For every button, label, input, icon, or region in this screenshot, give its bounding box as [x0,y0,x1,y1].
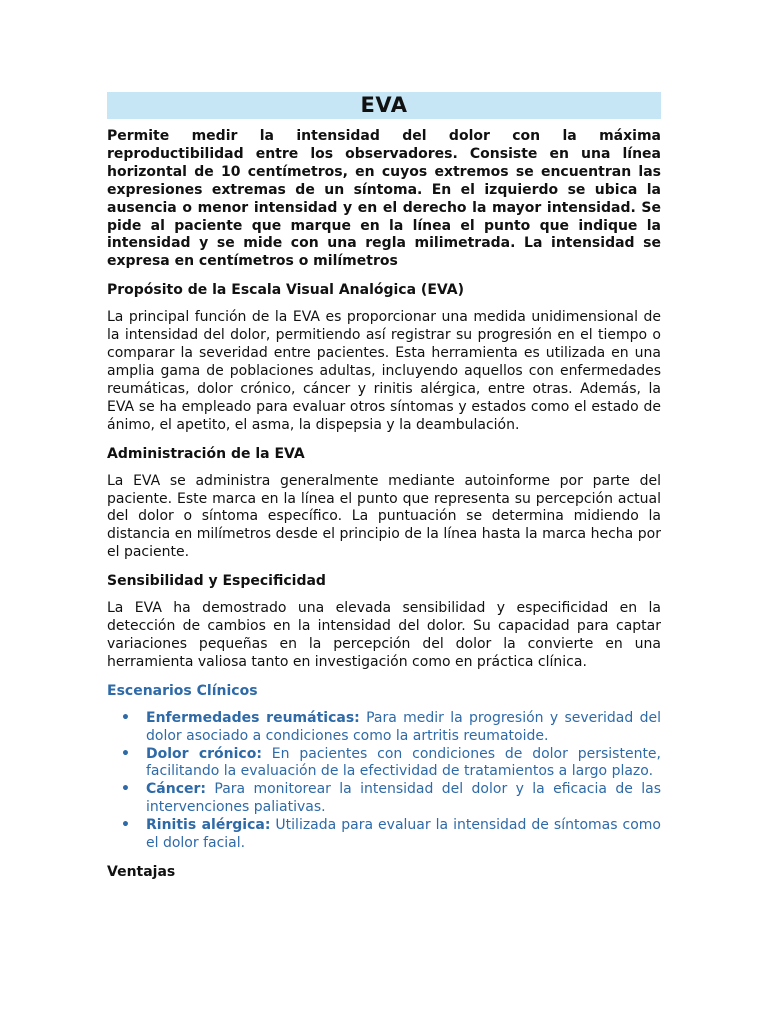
list-item-term: Enfermedades reumáticas: [146,709,360,726]
list-item-text: En pacientes con condiciones de dolor persistente, facilitando la evaluación de la efectividad de tratamientos a largo plazo. [146,745,661,780]
bullet-icon: • [121,817,130,834]
intro-paragraph: Permite medir la intensidad del dolor con la máxima reproductibilidad entre los observadores. Consiste en una línea horizontal de 10 centímetros, en cuyos extremos se encuentran las expresiones extremas de un síntoma. En el izquierdo se ubica la ausencia o menor intensidad y en el derecho la mayor intensidad. Se pide al paciente que marque en la línea el punto que indique la intensidad y se mide con una regla milimetrada. La intensidad se expresa en centímetros o milímetros [107,128,661,270]
section-heading-sensibilidad: Sensibilidad y Especificidad [107,573,326,590]
section-text-proposito: La principal función de la EVA es proporcionar una medida unidimensional de la intensidad del dolor, permitiendo así registrar su progresión en el tiempo o comparar la severidad entre pacientes. Esta herramienta es utilizada en una amplia gama de poblaciones adultas, incluyendo aquellos con enfermedades reumáticas, dolor crónico, cáncer y rinitis alérgica, entre otras. Además, la EVA se ha empleado para evaluar otros síntomas y estados como el estado de ánimo, el apetito, el asma, la dispepsia y la deambulación. [107,309,661,433]
list-item-text: Para medir la progresión y severidad del dolor asociado a condiciones como la artritis reumatoide. [146,709,661,744]
list-item-term: Dolor crónico: [146,745,262,762]
list-item [107,817,661,853]
section-text-sensibilidad: La EVA ha demostrado una elevada sensibilidad y especificidad en la detección de cambios en la intensidad del dolor. Su capacidad para captar variaciones pequeñas en la percepción del dolor la convierte en una herramienta valiosa tanto en investigación como en práctica clínica. [107,600,661,670]
bullet-icon: • [121,745,130,762]
section-text-administracion: La EVA se administra generalmente mediante autoinforme por parte del paciente. Este marca en la línea el punto que representa su percepción actual del dolor o síntoma específico. La puntuación se determina midiendo la distancia en milímetros desde el principio de la línea hasta la marca hecha por el paciente. [107,472,661,561]
list-item [107,710,661,746]
list-item [107,746,661,782]
section-heading-ventajas: Ventajas [107,864,176,880]
bullet-icon: • [121,709,130,726]
section-heading-escenarios: Escenarios Clínicos [107,682,258,699]
section-heading-administracion: Administración de la EVA [107,445,305,462]
bullet-icon: • [121,781,130,798]
list-item-text: Utilizada para evaluar la intensidad de síntomas como el dolor facial. [146,817,662,852]
list-item [107,781,661,817]
list-item-text: Para monitorear la intensidad del dolor y la eficacia de las intervenciones paliativas. [146,781,661,816]
document-page [107,92,661,881]
document-title: EVA [107,92,661,119]
scenarios-list [107,710,661,853]
list-item-term: Rinitis alérgica: [146,817,271,834]
list-item-term: Cáncer: [146,781,206,798]
section-heading-proposito: Propósito de la Escala Visual Analógica (EVA) [107,282,465,299]
